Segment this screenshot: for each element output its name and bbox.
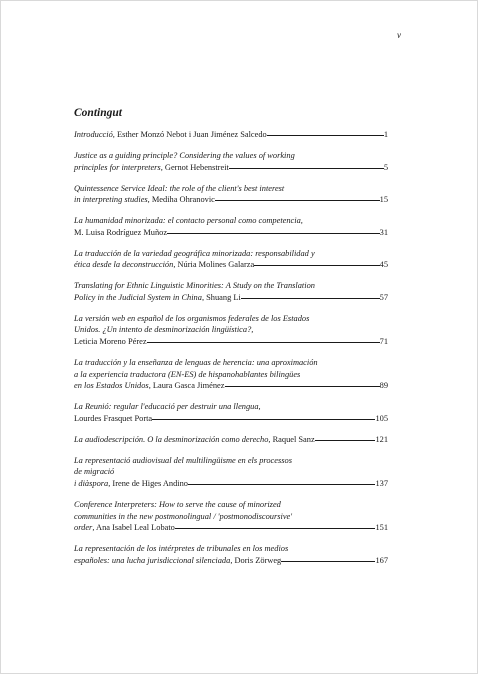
toc-entry-line — [74, 292, 388, 304]
toc-entry-line — [74, 466, 388, 478]
toc-entry — [74, 280, 388, 303]
entry-title: de migració — [74, 467, 115, 477]
entry-page-number: 15 — [379, 195, 388, 205]
entry-title: La traducción y la enseñanza de lenguas de herencia: una aproximación — [74, 358, 318, 368]
entry-title: ética desde la deconstrucción — [74, 260, 174, 270]
entry-page-number: 167 — [375, 555, 388, 565]
entry-title: Translating for Ethnic Linguistic Minorities: A Study on the Translation — [74, 281, 315, 291]
entry-title: communities in the new postmonolingual / 'postmonodiscoursive' — [74, 511, 293, 521]
entry-title: Justice as a guiding principle? Considering the values of working — [74, 150, 295, 160]
toc-entry — [74, 215, 388, 238]
entry-author: , Laura Gasca Jiménez — [148, 381, 225, 391]
toc-entry — [74, 455, 388, 490]
entry-title: La traducción de la variedad geográfica minorizada: responsabilidad y — [74, 248, 315, 258]
entry-title: La representación de los intérpretes de tribunales en los medios — [74, 544, 289, 554]
toc-entry-line — [74, 324, 388, 336]
entry-author: , Irene de Higes Andino — [108, 478, 188, 488]
toc-entry-line — [74, 455, 388, 467]
leader-line — [315, 440, 376, 441]
entry-title: Conference Interpreters: How to serve the cause of minorized — [74, 499, 281, 509]
leader-line — [254, 265, 379, 266]
entry-title: i diàspora — [74, 478, 109, 488]
entry-author: , Núria Molines Galarza — [173, 260, 255, 270]
toc-entry-line — [74, 543, 388, 555]
toc-entry-line — [74, 413, 388, 425]
leader-line — [152, 419, 375, 420]
entry-author: Leticia Moreno Pérez — [74, 337, 147, 347]
entry-title: a la experiencia traductora (EN-ES) de hispanohablantes bilingües — [74, 369, 301, 379]
toc-entry — [74, 183, 388, 206]
entry-author: , Ana Isabel Leal Lobato — [92, 523, 175, 533]
toc-entry — [74, 434, 388, 446]
toc-heading: Contingut — [74, 107, 122, 119]
entry-title: Unidos. ¿Un intento de desminorización lingüística?, — [74, 325, 254, 335]
toc-entry-line — [74, 434, 388, 446]
entry-title: Policy in the Judicial System in China — [74, 292, 202, 302]
entry-page-number: 1 — [383, 130, 388, 139]
toc-entry-line — [74, 336, 388, 348]
leader-line — [188, 484, 375, 485]
toc-entry-line — [74, 215, 388, 227]
toc-entry — [74, 357, 388, 392]
entry-title: order — [74, 523, 93, 533]
page-number: v — [397, 30, 401, 40]
toc-entry-line — [74, 380, 388, 392]
leader-line — [167, 233, 380, 234]
entry-page-number: 5 — [383, 162, 388, 172]
toc-entry-line — [74, 183, 388, 195]
toc-entry-line — [74, 313, 388, 325]
entry-title: La Reunió: regular l'educació per destruir una llengua, — [74, 402, 261, 412]
entry-title: La audiodescripción. O la desminorización como derecho — [74, 434, 269, 444]
toc-entry-line — [74, 227, 388, 239]
toc-entry — [74, 150, 388, 173]
entry-author: , Raquel Sanz — [268, 434, 315, 444]
leader-line — [241, 298, 380, 299]
entry-title: La versión web en español de los organismos federales de los Estados — [74, 313, 310, 323]
toc-entry — [74, 543, 388, 566]
entry-author: , Mediha Ohranovic — [147, 195, 215, 205]
leader-line — [225, 386, 380, 387]
entry-author: , Gernot Hebenstreit — [160, 162, 229, 172]
entry-page-number: 57 — [379, 292, 388, 302]
leader-line — [281, 561, 375, 562]
entry-title: españoles: una lucha jurisdiccional silenciada — [74, 555, 231, 565]
leader-line — [215, 200, 380, 201]
entry-title: principles for interpreters — [74, 162, 161, 172]
toc-entry-line — [74, 259, 388, 271]
leader-line — [147, 342, 380, 343]
entry-title: Quintessence Service Ideal: the role of the client's best interest — [74, 183, 285, 193]
entry-page-number: 121 — [375, 434, 388, 444]
entry-title: in interpreting studies — [74, 195, 148, 205]
toc-entry-line — [74, 194, 388, 206]
leader-line — [229, 168, 384, 169]
entry-page-number: 31 — [379, 227, 388, 237]
entry-title: La humanidad minorizada: el contacto personal como competencia, — [74, 216, 303, 226]
toc-entry-line — [74, 555, 388, 567]
toc-entry-line — [74, 357, 388, 369]
toc-entry — [74, 313, 388, 348]
entry-title: en los Estados Unidos — [74, 381, 149, 391]
toc-entry-line — [74, 280, 388, 292]
entry-author: , Shuang Li — [201, 292, 241, 302]
toc-entry-line — [74, 129, 388, 141]
toc-entry-line — [74, 401, 388, 413]
toc-entry-line — [74, 150, 388, 162]
entry-author: M. Luisa Rodríguez Muñoz — [74, 227, 168, 237]
entry-author: , Doris Zörweg — [230, 555, 282, 565]
leader-line — [267, 135, 384, 136]
entry-page-number: 151 — [375, 523, 388, 533]
entry-title: Introducció — [74, 130, 113, 139]
toc-entry-line — [74, 499, 388, 511]
leader-line — [175, 528, 376, 529]
toc-entry-line — [74, 511, 388, 523]
entry-author: Lourdes Frasquet Porta — [74, 413, 153, 423]
toc-entry — [74, 401, 388, 424]
entry-page-number: 137 — [375, 478, 388, 488]
entry-page-number: 89 — [379, 381, 388, 391]
toc-entry-line — [74, 162, 388, 174]
toc-entry-line — [74, 478, 388, 490]
entry-page-number: 45 — [379, 260, 388, 270]
toc-list — [74, 129, 388, 576]
toc-entry-line — [74, 522, 388, 534]
toc-entry — [74, 129, 388, 141]
toc-entry — [74, 499, 388, 534]
entry-page-number: 105 — [375, 413, 388, 423]
entry-page-number: 71 — [379, 337, 388, 347]
toc-entry-line — [74, 369, 388, 381]
toc-entry — [74, 248, 388, 271]
entry-author: , Esther Monzó Nebot i Juan Jiménez Salcedo — [112, 130, 267, 139]
toc-entry-line — [74, 248, 388, 260]
entry-title: La representació audiovisual del multilingüisme en els processos — [74, 455, 292, 465]
